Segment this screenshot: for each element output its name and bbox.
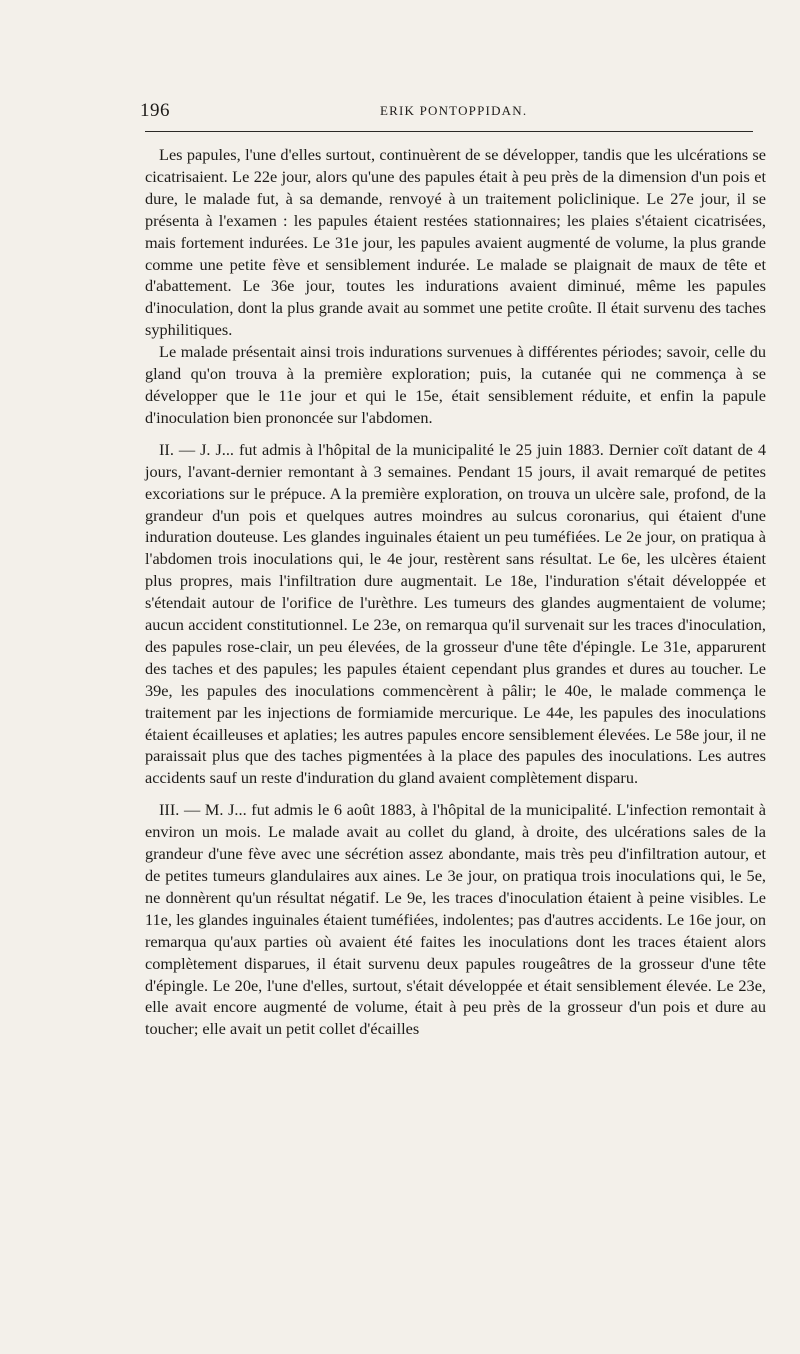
case-ii-paragraph: II. — J. J... fut admis à l'hôpital de la municipalité le 25 juin 1883. Dernier coït datant de 4 jours, l'avant-dernier remontant à 3 semaines. Pendant 15 jours, il avait remarqué de petites excoriations sur le prépuce. A la première exploration, on trouva un ulcère sale, profond, de la grandeur d'un pois et quelques autres moindres au sulcus coronarius, qui étaient d'une induration douteuse. Les glandes inguinales étaient un peu tuméfiées. Le 2e jour, on pratiqua à l'abdomen trois inoculations qui, le 4e jour, restèrent sans résultat. Le 6e, les ulcères étaient plus propres, mais l'infiltration dure augmentait. Le 18e, l'induration s'était développée et s'étendait autour de l'orifice de l'urèthre. Les tumeurs des glandes augmentaient de volume; aucun accident constitutionnel. Le 23e, on remarqua qu'il survenait sur les traces d'inoculation, des papules rose-clair, un peu élevées, de la grosseur d'une tête d'épingle. Le 31e, apparurent des taches et des papules; les papules étaient cependant plus grandes et dures au toucher. Le 39e, les papules des inoculations commencèrent à pâlir; le 40e, le malade commença le traitement par les injections de formiamide mercurique. Le 44e, les papules des inoculations étaient écailleuses et aplaties; les autres papules encore sensiblement élevées. Le 58e jour, il ne paraissait plus que des taches pigmentées à la place des papules des inoculations. Les autres accidents sauf un reste d'induration du gland avaient complètement disparu.: [145, 439, 766, 788]
paragraph-2: Le malade présentait ainsi trois indurations survenues à différentes périodes; savoir, celle du gland qu'on trouva à la première exploration; puis, la cutanée qui ne commença à se développer que le 11e jour et qui le 15e, était sensiblement réduite, et enfin la papule d'inoculation bien prononcée sur l'abdomen.: [145, 342, 766, 427]
running-head: ERIK PONTOPPIDAN.: [380, 103, 528, 118]
case-iii-paragraph: III. — M. J... fut admis le 6 août 1883, à l'hôpital de la municipalité. L'infection remontait à environ un mois. Le malade avait au collet du gland, à droite, des ulcérations sales de la grandeur d'une fève avec une sécrétion assez abondante, mais très peu d'infiltration autour, et de petites tumeurs glandulaires aux aines. Le 3e jour, on pratiqua trois inoculations qui, le 5e, ne donnèrent qu'un résultat négatif. Le 9e, les traces d'inoculation étaient à peine visibles. Le 11e, les glandes inguinales étaient tuméfiées, indolentes; pas d'autres accidents. Le 16e jour, on remarqua qu'aux parties où avaient été faites les inoculations dont les traces étaient alors complètement disparues, il était survenu deux papules rougeâtres de la grosseur d'une tête d'épingle. Le 20e, l'une d'elles, surtout, s'était développée et était sensiblement élevée. Le 23e, elle avait encore augmenté de volume, était à peu près de la grosseur d'un pois et dure au toucher; elle avait un petit collet d'écailles: [145, 800, 766, 1039]
paragraph-1: Les papules, l'une d'elles surtout, continuèrent de se développer, tandis que les ulcérations se cicatrisaient. Le 22e jour, alors qu'une des papules était à peu près de la dimension d'un pois et dure, le malade fut, à sa demande, renvoyé à un traitement policlinique. Le 27e jour, il se présenta à l'examen : les papules étaient restées stationnaires; les plaies s'étaient cicatrisées, mais fortement indurées. Le 31e jour, les papules avaient augmenté de volume, la plus grande comme une petite fève et sensiblement indurée. Le malade se plaignait de maux de tête et d'abattement. Le 36e jour, toutes les indurations avaient diminué, même les papules d'inoculation, dont la plus grande avait au sommet une petite croûte. Il était survenu des taches syphilitiques.: [145, 145, 766, 340]
page-number: 196: [140, 100, 170, 121]
page-header: [140, 100, 740, 126]
body-text: [145, 144, 766, 1040]
header-rule: [145, 131, 753, 132]
